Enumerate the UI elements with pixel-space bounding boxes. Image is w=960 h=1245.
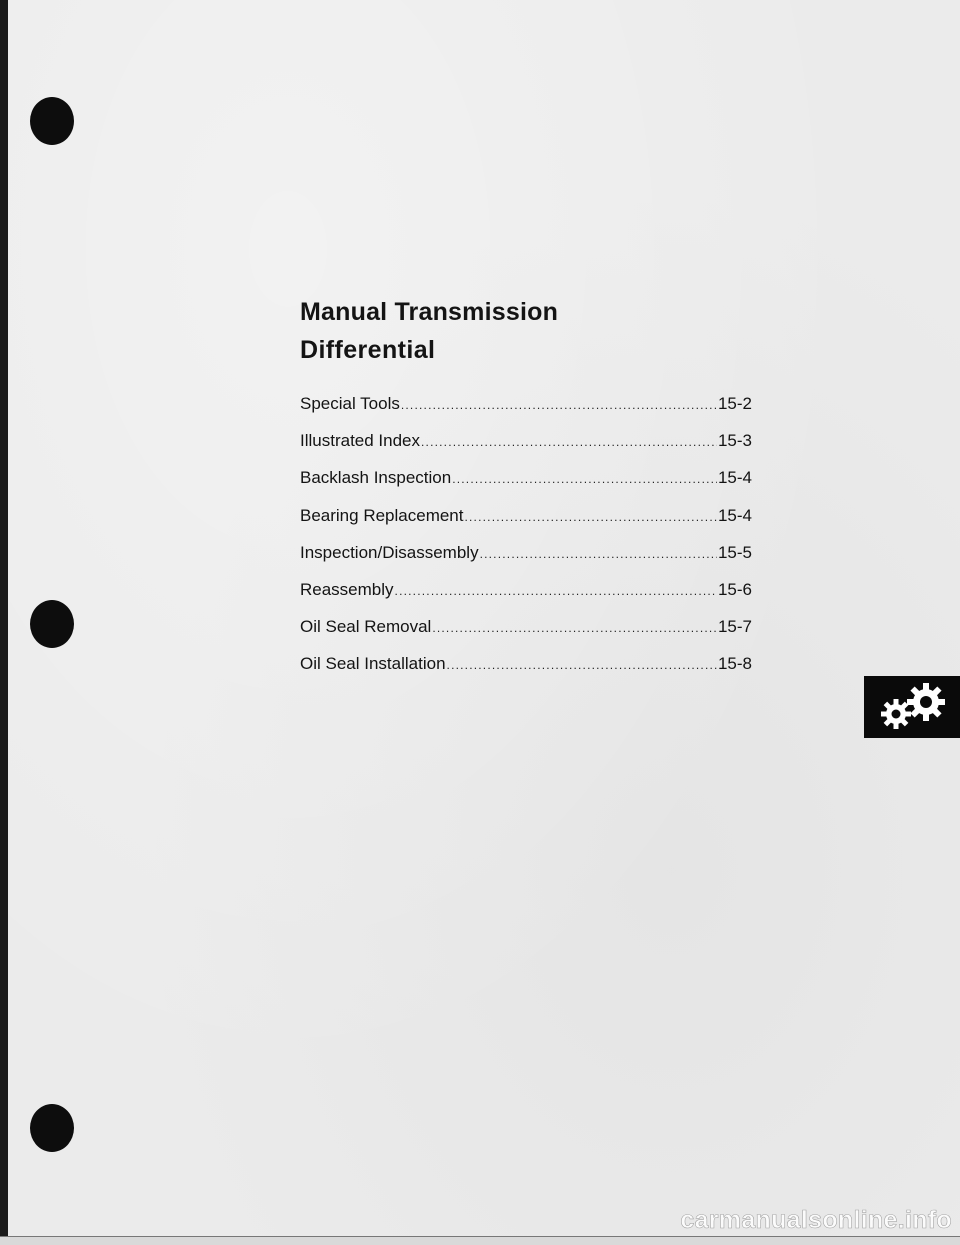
toc-label: Oil Seal Installation	[300, 654, 446, 674]
toc-item[interactable]	[300, 580, 752, 617]
toc-label: Special Tools	[300, 394, 400, 413]
toc-item[interactable]	[300, 394, 752, 431]
toc-page-number: 15-5	[717, 542, 752, 562]
toc-page-number: 15-4	[717, 468, 752, 488]
toc-item[interactable]	[300, 506, 752, 543]
toc-page-number: 15-6	[717, 579, 752, 599]
toc-page-number: 15-7	[717, 617, 752, 637]
toc-leader-dots	[421, 435, 717, 449]
toc-page-number: 15-3	[717, 431, 752, 451]
toc-leader-dots	[447, 658, 717, 672]
toc-leader-dots	[432, 621, 717, 635]
toc-item[interactable]	[300, 654, 752, 691]
toc-page-number: 15-2	[717, 394, 752, 413]
toc-label: Illustrated Index	[300, 431, 421, 451]
toc-page-number: 15-8	[717, 654, 752, 674]
toc-item[interactable]	[300, 468, 752, 505]
toc-leader-dots	[452, 472, 717, 486]
toc-item[interactable]	[300, 617, 752, 654]
toc-leader-dots	[480, 547, 717, 561]
toc-label: Backlash Inspection	[300, 468, 452, 488]
toc-leader-dots	[395, 584, 717, 598]
section-subtitle: Differential	[300, 336, 436, 364]
binder-hole-bottom	[30, 1104, 74, 1152]
toc-label: Inspection/Disassembly	[300, 542, 479, 562]
binder-hole-top	[30, 97, 74, 145]
page-left-edge	[0, 0, 8, 1244]
table-of-contents	[300, 394, 752, 692]
toc-leader-dots	[464, 510, 716, 524]
toc-item[interactable]	[300, 543, 752, 580]
toc-label: Oil Seal Removal	[300, 617, 432, 637]
toc-label: Bearing Replacement	[300, 505, 464, 525]
toc-page-number: 15-4	[717, 505, 752, 525]
section-tab-badge	[864, 676, 960, 738]
toc-item[interactable]	[300, 431, 752, 468]
gears-icon	[870, 680, 960, 734]
section-title: Manual Transmission	[300, 298, 559, 326]
toc-leader-dots	[401, 398, 717, 412]
watermark-text: carmanualsonline.info	[680, 1206, 952, 1234]
binder-hole-middle	[30, 600, 74, 648]
toc-label: Reassembly	[300, 579, 394, 599]
